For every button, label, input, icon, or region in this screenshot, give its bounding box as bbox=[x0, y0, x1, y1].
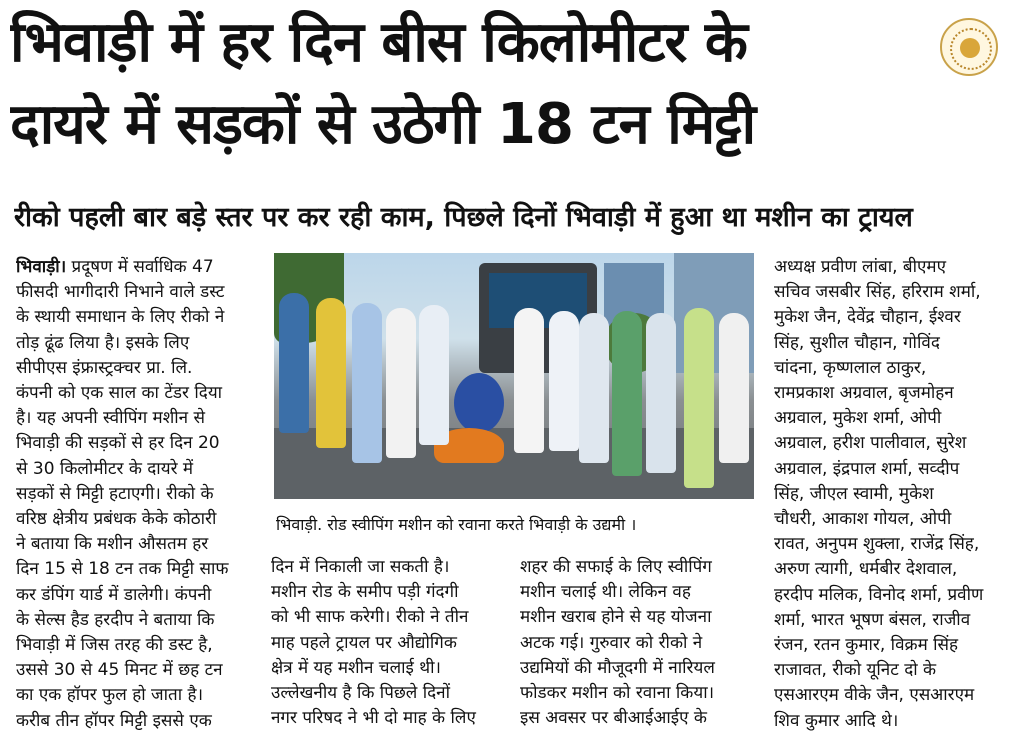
news-photo bbox=[274, 253, 754, 499]
text-line: सिंह, सुशील चौहान, गोविंद bbox=[774, 332, 940, 353]
first-line: भिवाड़ी। प्रदूषण में सर्वाधिक 47 bbox=[16, 257, 214, 277]
text-line: राजावत, रीको यूनिट दो के bbox=[774, 660, 937, 681]
text-line: अग्रवाल, हरीश पालीवाल, सुरेश bbox=[774, 433, 967, 454]
text-line: तोड़ ढूंढ लिया है। इसके लिए bbox=[16, 332, 190, 353]
text-line: है। यह अपनी स्वीपिंग मशीन से bbox=[16, 408, 206, 429]
text-line: कंपनी को एक साल का टेंडर दिया bbox=[16, 383, 223, 404]
text-line: मशीन रोड के समीप पड़ी गंदगी bbox=[271, 582, 459, 603]
text-line: इस अवसर पर बीआईआईए के bbox=[520, 708, 707, 729]
text-line: करीब तीन हॉपर मिट्टी इससे एक bbox=[16, 710, 212, 731]
text-line: सीपीएस इंफ्रास्ट्रक्चर प्रा. लि. bbox=[16, 357, 193, 378]
dateline: भिवाड़ी। bbox=[16, 257, 67, 277]
text-line: से 30 किलोमीटर के दायरे में bbox=[16, 458, 194, 479]
article-column-2 bbox=[271, 555, 503, 731]
headline bbox=[10, 2, 970, 166]
publisher-logo bbox=[940, 18, 998, 76]
text-line: मुकेश जैन, देवेंद्र चौहान, ईश्वर bbox=[774, 307, 961, 328]
text-line: नगर परिषद ने भी दो माह के लिए bbox=[271, 708, 476, 729]
text-line: मशीन चलाई थी। लेकिन वह bbox=[520, 582, 691, 603]
text-line: अरुण त्यागी, धर्मबीर देशवाल, bbox=[774, 559, 958, 580]
text-line: चांदना, कृष्णलाल ठाकुर, bbox=[774, 357, 927, 378]
text-line: फीसदी भागीदारी निभाने वाले डस्ट bbox=[16, 282, 225, 303]
text-line: के सेल्स हैड हरदीप ने बताया कि bbox=[16, 609, 215, 630]
text-line: सचिव जसबीर सिंह, हरिराम शर्मा, bbox=[774, 282, 981, 303]
text-line: रामप्रकाश अग्रवाल, बृजमोहन bbox=[774, 383, 954, 404]
text-line: फोडकर मशीन को रवाना किया। bbox=[520, 683, 715, 704]
text-line: शिव कुमार आदि थे। bbox=[774, 710, 899, 731]
text-line: दिन 15 से 18 टन तक मिट्टी साफ bbox=[16, 559, 229, 580]
text-line: रावत, अनुपम शुक्ला, राजेंद्र सिंह, bbox=[774, 534, 980, 555]
text-line: उद्यमियों की मौजूदगी में नारियल bbox=[520, 657, 715, 678]
text-line: शर्मा, भारत भूषण बंसल, राजीव bbox=[774, 609, 971, 630]
text-line: भिवाड़ी की सड़कों से हर दिन 20 bbox=[16, 433, 220, 454]
text-line: माह पहले ट्रायल पर औद्योगिक bbox=[271, 632, 457, 653]
text-line: के स्थायी समाधान के लिए रीको ने bbox=[16, 307, 225, 328]
text-line: अग्रवाल, इंद्रपाल शर्मा, सव्दीप bbox=[774, 458, 960, 479]
text-line: दिन में निकाली जा सकती है। bbox=[271, 557, 450, 577]
text-line: भिवाड़ी में जिस तरह की डस्ट है, bbox=[16, 635, 213, 656]
subheadline: रीको पहली बार बड़े स्तर पर कर रही काम, पिछले दिनों भिवाड़ी में हुआ था मशीन का ट्रायल bbox=[14, 202, 913, 233]
headline-line-2: दायरे में सड़कों से उठेगी 18 टन मिट्टी bbox=[10, 92, 756, 157]
text-line: अग्रवाल, मुकेश शर्मा, ओपी bbox=[774, 408, 942, 429]
text-line: वरिष्ठ क्षेत्रीय प्रबंधक केके कोठारी bbox=[16, 509, 217, 530]
text-line: रंजन, रतन कुमार, विक्रम सिंह bbox=[774, 635, 959, 656]
article-column-4 bbox=[774, 255, 1010, 734]
text-line: ने बताया कि मशीन औसतम हर bbox=[16, 534, 209, 555]
text-line: क्षेत्र में यह मशीन चलाई थी। bbox=[271, 657, 441, 678]
text-line: का एक हॉपर फुल हो जाता है। bbox=[16, 685, 204, 706]
text-line: मशीन खराब होने से यह योजना bbox=[520, 607, 712, 628]
text-line: अध्यक्ष प्रवीण लांबा, बीएमए bbox=[774, 257, 946, 277]
text-line: उल्लेखनीय है कि पिछले दिनों bbox=[271, 683, 450, 704]
photo-caption: भिवाड़ी. रोड स्वीपिंग मशीन को रवाना करते भिवाड़ी के उद्यमी । bbox=[276, 515, 637, 534]
text-line: सिंह, जीएल स्वामी, मुकेश bbox=[774, 483, 934, 504]
article-column-3 bbox=[520, 555, 752, 731]
text-line: चौधरी, आकाश गोयल, ओपी bbox=[774, 509, 952, 530]
article-column-1 bbox=[16, 255, 251, 734]
text-line: अटक गई। गुरुवार को रीको ने bbox=[520, 632, 703, 653]
headline-line-1: भिवाड़ी में हर दिन बीस किलोमीटर के bbox=[10, 10, 747, 75]
text-line: कर डंपिंग यार्ड में डालेगी। कंपनी bbox=[16, 584, 212, 605]
text-line: हरदीप मलिक, विनोद शर्मा, प्रवीण bbox=[774, 584, 984, 605]
text-line: सड़कों से मिट्टी हटाएगी। रीको के bbox=[16, 483, 214, 504]
text-line: उससे 30 से 45 मिनट में छह टन bbox=[16, 660, 223, 681]
text-line: एसआरएम वीके जैन, एसआरएम bbox=[774, 685, 975, 706]
text-line: को भी साफ करेगी। रीको ने तीन bbox=[271, 607, 469, 628]
text-line: शहर की सफाई के लिए स्वीपिंग bbox=[520, 557, 712, 577]
